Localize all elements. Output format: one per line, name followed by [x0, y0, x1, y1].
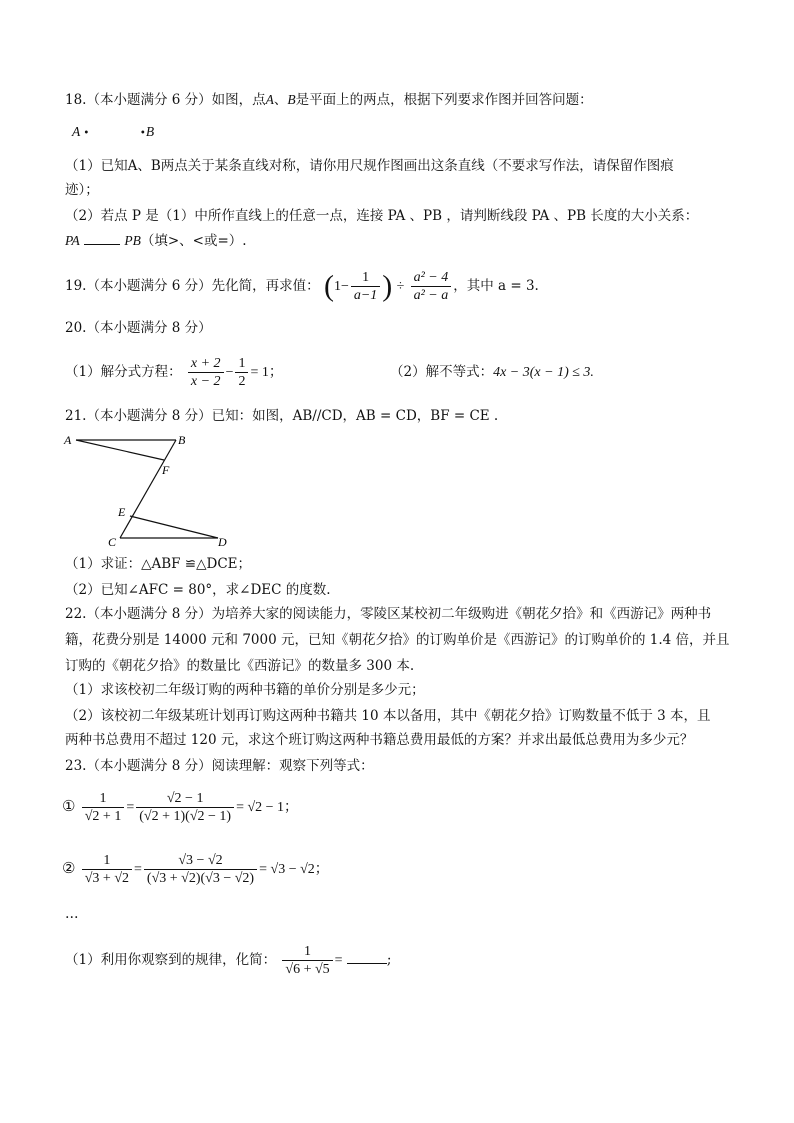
segment-ed: [130, 516, 218, 538]
q20-f1-den: x − 2: [190, 374, 221, 389]
q21-header: 21.（本小题满分 8 分）已知：如图，AB//CD，AB = CD，BF = CE .: [65, 408, 499, 424]
q20-p2-label: （2）解不等式：: [390, 364, 494, 380]
q23-equation-1: ① $\frac{1}{√2 + 1}$ = $\frac{√2 - 1}{(√2 + 1)(√2 - 1)}$ = √2 − 1；: [62, 791, 299, 824]
q19-f2-num: a² − 4: [411, 269, 452, 287]
q18-head-tail: 是平面上的两点，根据下列要求作图并回答问题：: [295, 92, 593, 108]
q23-p1-den: √6 + √5: [285, 962, 330, 977]
q23-header: 23.（本小题满分 8 分）阅读理解：观察下列等式：: [65, 758, 374, 774]
q20-p1-tail: = 1；: [250, 365, 283, 380]
q18-part2-line1: （2）若点 P 是（1）中所作直线上的任意一点，连接 PA 、PB ，请判断线段 PA 、PB 长度的大小关系：: [65, 208, 699, 224]
q20-f1-num: x + 2: [188, 355, 224, 373]
label-a: A: [64, 433, 72, 447]
q18-points-figure: A • •B: [72, 124, 155, 139]
figure-point-b: B: [145, 124, 155, 139]
q19-fraction-2: [411, 269, 452, 304]
q23-p1-end: ;: [386, 952, 392, 968]
q20-header: 20.（本小题满分 8 分）: [65, 320, 212, 336]
q20-f2-num: 1: [235, 355, 248, 373]
q20-minus: −: [225, 365, 234, 380]
segment-af: [76, 440, 164, 460]
q18-part1-line1: （1）已知A、B两点关于某条直线对称，请你用尺规作图画出这条直线（不要求写作法，请保留作图痕: [65, 158, 674, 174]
q23-e2-mark: ②: [62, 859, 76, 877]
q19-head: 19.（本小题满分 6 分）先化简，再求值：: [65, 278, 320, 294]
q23-p1-num: 1: [282, 943, 332, 961]
q23-e1-f2-num: √2 − 1: [136, 790, 234, 808]
q23-e2-fraction-2: [144, 852, 257, 887]
figure-point-a: A: [72, 124, 81, 139]
q22-line6: 两种书总费用不超过 120 元，求这个班订购这两种书籍总费用最低的方案？并求出最低总费用为多少元？: [65, 732, 694, 748]
q19-fraction-1: [351, 269, 380, 304]
q19-f1-den: a−1: [353, 288, 378, 303]
q21-part1: （1）求证：△ABF ≌△DCE；: [65, 556, 252, 572]
segment-bc: [120, 440, 176, 538]
q23-e1-tail: = √2 − 1；: [236, 800, 299, 815]
answer-blank[interactable]: [84, 230, 120, 245]
q20-part2: [390, 362, 594, 383]
q18-pb: PB: [124, 233, 141, 248]
q20-p2-expr: 4x − 3(x − 1) ≤ 3.: [493, 365, 594, 380]
q18-sep: 、: [273, 92, 288, 108]
q23-part1: [65, 940, 391, 981]
label-e: E: [118, 505, 126, 519]
q22-line3: 订购的《朝花夕拾》的数量比《西游记》的数量多 300 本.: [65, 658, 415, 674]
q23-e1-mark: ①: [62, 797, 76, 815]
label-d: D: [218, 535, 227, 549]
q23-e2-f1-num: 1: [82, 852, 132, 870]
label-f: F: [162, 463, 170, 477]
q23-ellipsis: …: [65, 906, 79, 922]
q18-part2-line2: [65, 230, 247, 251]
q23-e1-f1-den: √2 + 1: [84, 809, 122, 824]
q22-line4: （1）求该校初二年级订购的两种书籍的单价分别是多少元；: [65, 682, 425, 698]
q23-e2-f2-den: (√3 + √2)(√3 − √2): [146, 871, 255, 886]
q18-point-a-label: A: [265, 92, 274, 107]
label-b: B: [178, 433, 186, 447]
q23-e2-f2-num: √3 − √2: [144, 852, 257, 870]
q19-line: 19.（本小题满分 6 分）先化简，再求值： (1− $\frac{1}{a-1}$ ) ÷ $\frac{\text{a² − 4}}{\text{a² − a}}$ ，其中 a = 3.: [65, 269, 539, 303]
q22-line5: （2）该校初二年级某班计划再订购这两种书籍共 10 本以备用，其中《朝花夕拾》订购数量不低于 3 本，且: [65, 708, 711, 724]
q19-tail: ，其中 a = 3.: [453, 278, 539, 294]
q23-e1-f2-den: (√2 + 1)(√2 − 1): [139, 809, 232, 824]
q19-div: ÷: [396, 279, 405, 294]
q22-line2: 籍，花费分别是 14000 元和 7000 元，已知《朝花夕拾》的订购单价是《西游记》的订购单价的 1.4 倍，并且: [65, 632, 730, 648]
q23-p1-fraction: [282, 943, 332, 978]
q18-part2-tail: （填>、<或=）.: [140, 233, 247, 249]
q20-p1-label: （1）解分式方程：: [65, 364, 182, 380]
q18-point-b-label: B: [287, 92, 296, 107]
q20-p1-fraction-1: [188, 355, 224, 390]
q20-part1: [65, 352, 283, 393]
q21-figure: [60, 428, 240, 550]
q21-part2: （2）已知∠AFC = 80°，求∠DEC 的度数.: [65, 582, 331, 598]
q23-answer-blank[interactable]: [347, 949, 387, 964]
q23-e1-f1-num: 1: [82, 790, 125, 808]
q23-p1-label: （1）利用你观察到的规律，化简：: [65, 952, 277, 968]
q18-pa: PA: [65, 233, 80, 248]
q23-e2-fraction-1: [82, 852, 132, 887]
q23-equation-2: ② $\frac{1}{√3 + √2}$ = $\frac{√3 - √2}{(√3 + √2)(√3 - √2)}$ = √3 − √2；: [62, 853, 329, 886]
q19-one-minus: 1−: [333, 279, 349, 294]
q18-head-text: 18.（本小题满分 6 分）如图，点: [65, 92, 266, 108]
q18-part1-line2: 迹）；: [65, 182, 99, 198]
q20-f2-den: 2: [238, 374, 246, 389]
q23-e1-fraction-2: [136, 790, 234, 825]
q20-p1-fraction-2: [235, 355, 248, 390]
q19-f1-num: 1: [351, 269, 380, 287]
q23-e2-f1-den: √3 + √2: [84, 871, 130, 886]
q23-e2-tail: = √3 − √2；: [259, 862, 329, 877]
q18-header: [65, 90, 593, 110]
q23-e1-fraction-1: [82, 790, 125, 825]
q19-f2-den: a² − a: [413, 288, 449, 303]
label-c: C: [108, 535, 117, 549]
q22-line1: 22.（本小题满分 8 分）为培养大家的阅读能力，零陵区某校初二年级购进《朝花夕拾》和《西游记》两种书: [65, 606, 712, 622]
q23-p1-eq: =: [334, 953, 343, 968]
